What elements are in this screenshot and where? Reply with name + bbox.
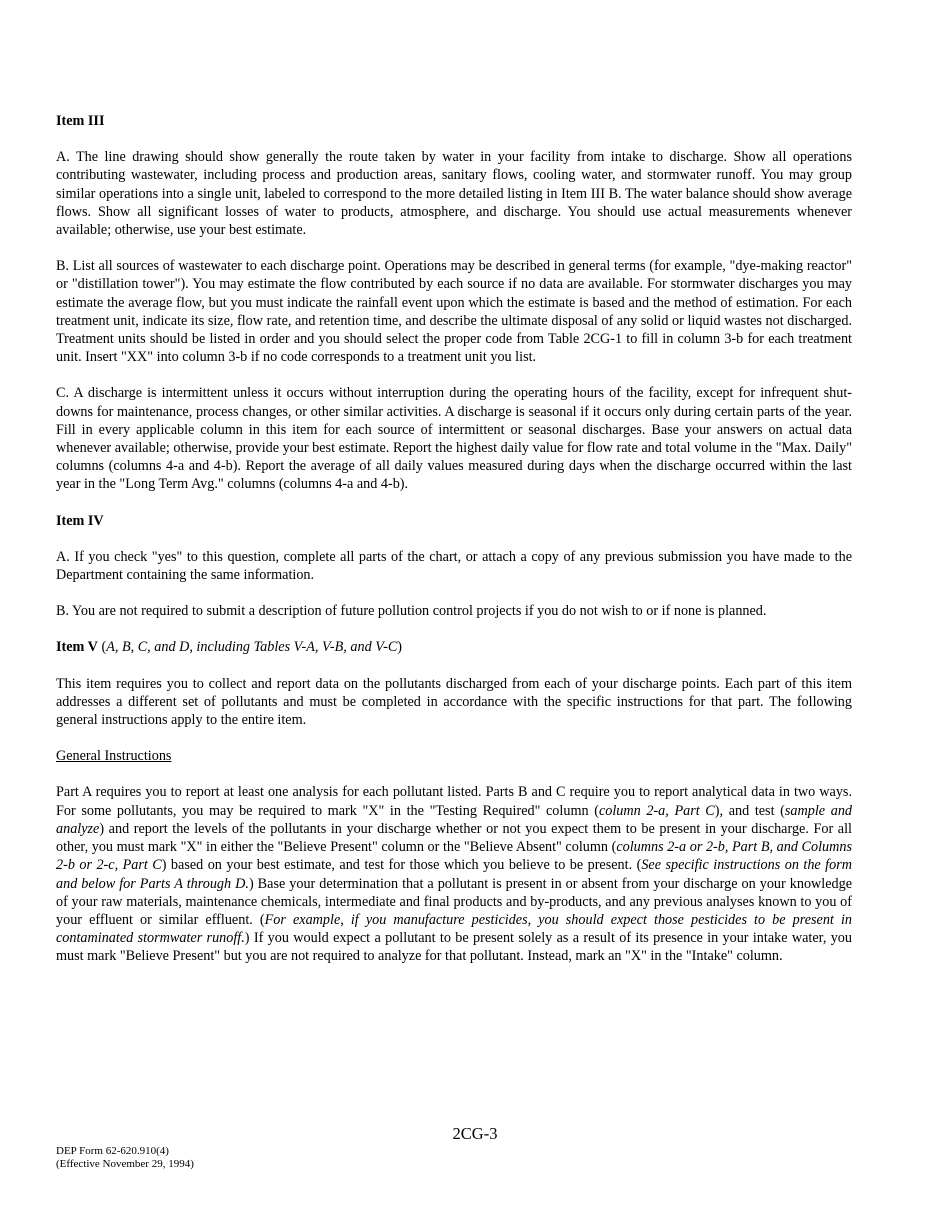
- general-text-1: Part A requires you to report at least one analysis for each pollutant listed. Parts B and C require you to report analytical data in two ways. For some pollutants, you may be required to mark "X" in the "Testing Required" column (: [56, 784, 852, 819]
- general-text-5: ) Base your determination that a pollutant is present in or absent from your discharge on your knowledge of your raw materials, maintenance chemicals, intermediate and final products and by-products, and any previous analyses known to you of your effluent or similar effluent. (: [56, 875, 853, 928]
- general-italic-4: See specific instructions on the form and below for Parts A through D.: [56, 857, 852, 892]
- general-text-2: ), and test (: [714, 802, 785, 819]
- general-italic-1: column 2-a, Part C: [598, 802, 715, 819]
- form-footer: [56, 1145, 194, 1171]
- item-iii-b-paragraph: B. List all sources of wastewater to each discharge point. Operations may be described in general terms (for example, "dye-making reactor" or "distillation tower"). You may estimate the flow contributed by each source if no data are available. For stormwater discharges you may estimate the average flow, but you must indicate the rainfall event upon which the estimate is based and the method of estimation. For each treatment unit, indicate its size, flow rate, and retention time, and describe the ultimate disposal of any solid or liquid wastes not discharged. Treatment units should be listed in order and you should select the proper code from Table 2CG-1 to fill in column 3-b for each treatment unit. Insert "XX" into column 3-b if no code corresponds to a treatment unit you list.: [56, 258, 852, 366]
- item-v-heading-close: ): [397, 639, 403, 656]
- general-italic-5: For example, if you manufacture pesticides, you should expect those pesticides to be present in contaminated stormwater runoff.: [56, 911, 852, 947]
- item-iii-a-paragraph: A. The line drawing should show generally the route taken by water in your facility from intake to discharge. Show all operations contributing wastewater, including process and production areas, sanitary flows, cooling water, and stormwater runoff. You may group similar operations into a single unit, labeled to correspond to the more detailed listing in Item III B. The water balance should show average flows. Show all significant losses of water to products, atmosphere, and discharge. You should use actual measurements whenever available; otherwise, use your best estimate.: [56, 149, 852, 239]
- item-iv-heading: Item IV: [56, 512, 104, 529]
- general-text-6: ) If you would expect a pollutant to be present solely as a result of its presence in your intake water, you must mark "Believe Present" but you are not required to analyze for that pollutant. Instead, mark an "X" in the "Intake" column.: [56, 930, 852, 965]
- item-v-heading-note: A, B, C, and D, including Tables V-A, V-B, and V-C: [106, 639, 398, 656]
- item-iv-b-paragraph: B. You are not required to submit a description of future pollution control projects if you do not wish to or if none is planned.: [56, 603, 767, 620]
- item-iii-heading: Item III: [56, 113, 105, 129]
- item-v-heading-open: (: [97, 639, 107, 656]
- page-number: 2CG-3: [452, 1124, 498, 1143]
- item-v-heading-label: Item V: [56, 639, 98, 656]
- general-text-3: ) and report the levels of the pollutants in your discharge whether or not you expect them to be present in your discharge. For all other, you must mark "X" in either the "Believe Present" column or the "Believe Absent" column (: [56, 820, 852, 856]
- document-body: [56, 112, 852, 966]
- general-italic-3: columns 2-a or 2-b, Part B, and Columns 2-b or 2-c, Part C: [56, 839, 852, 874]
- general-text-4: ) based on your best estimate, and test for those which you believe to be present. (: [161, 857, 642, 874]
- general-instructions-heading: General Instructions: [56, 748, 172, 765]
- form-number: DEP Form 62-620.910(4): [56, 1145, 169, 1157]
- item-v-heading: [56, 638, 852, 656]
- general-italic-2: sample and analyze: [56, 802, 853, 837]
- effective-date: (Effective November 29, 1994): [56, 1158, 194, 1170]
- item-iv-a-paragraph: A. If you check "yes" to this question, complete all parts of the chart, or attach a copy of any previous submission you have made to the Department containing the same information.: [56, 548, 852, 584]
- item-v-intro-paragraph: This item requires you to collect and report data on the pollutants discharged from each of your discharge points. Each part of this item addresses a different set of pollutants and must be completed in accordance with the specific instructions for that part. The following general instructions apply to the entire item.: [56, 675, 852, 729]
- general-instructions-paragraph: [56, 783, 852, 965]
- item-iii-c-paragraph: C. A discharge is intermittent unless it occurs without interruption during the operating hours of the facility, except for infrequent shut-downs for maintenance, process changes, or other similar activities. A discharge is seasonal if it occurs only during certain parts of the year. Fill in every applicable column in this item for each source of intermittent or seasonal discharges. Base your answers on actual data whenever available; otherwise, provide your best estimate. Report the highest daily value for flow rate and total volume in the "Max. Daily" columns (columns 4-a and 4-b). Report the average of all daily values measured during days when the discharge occurred within the last year in the "Long Term Avg." columns (columns 4-a and 4-b).: [56, 385, 852, 493]
